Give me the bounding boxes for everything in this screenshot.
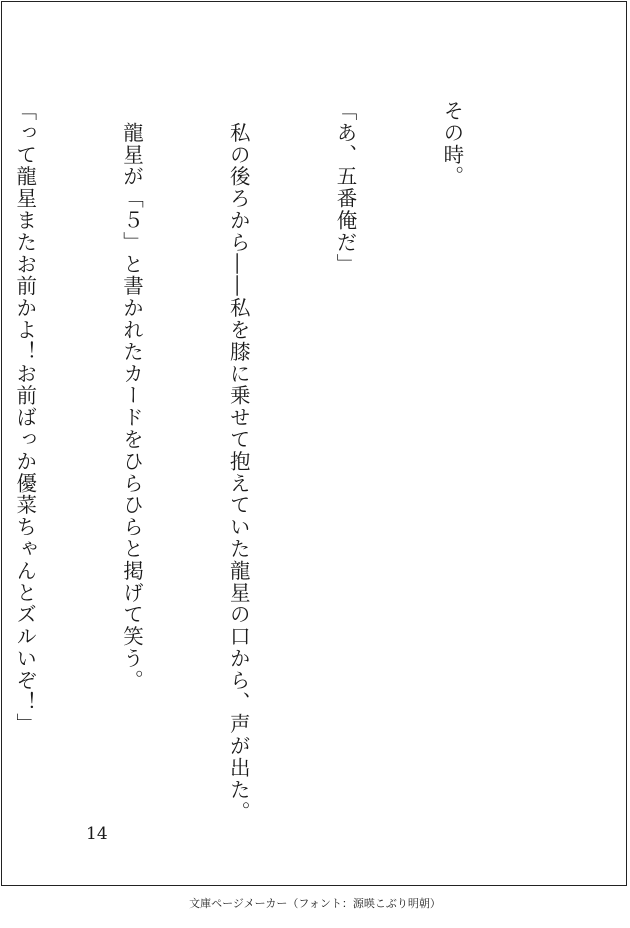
text-line: 龍星が「５」と書かれたカードをひらひらと掲げて笑う。 <box>119 100 144 692</box>
footer-credit: 文庫ページメーカー（フォント：源暎こぶり明朝） <box>189 897 441 910</box>
novel-body-text <box>0 100 540 823</box>
page-number: 14 <box>86 824 108 844</box>
book-page <box>1 1 627 886</box>
text-line: 「あ、五番俺だ」 <box>333 100 358 276</box>
text-line: 私の後ろから――私を膝に乗せて抱えていた龍星の口から、声が出た。 <box>226 100 251 823</box>
text-line: その時。 <box>439 100 464 188</box>
text-line: 「って龍星またお前かよ！お前ばっか優菜ちゃんとズルいぞ！」 <box>12 100 37 736</box>
